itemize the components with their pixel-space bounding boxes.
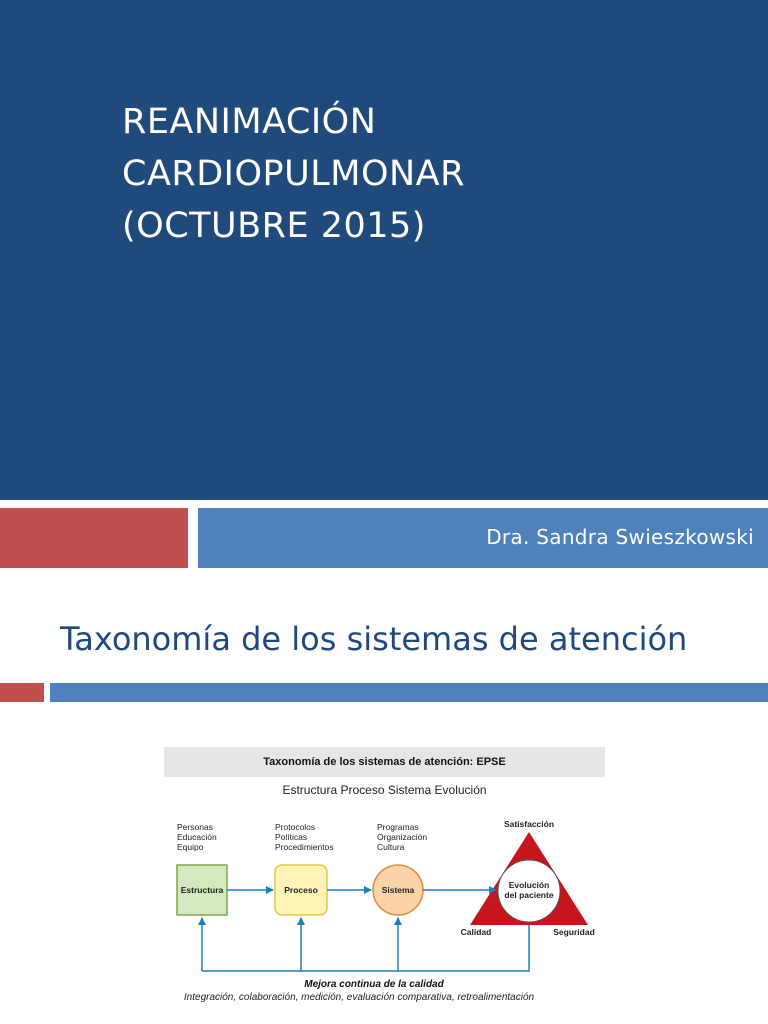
estructura-item: Educación (177, 832, 217, 842)
presentation-title (122, 96, 722, 252)
seguridad-label: Seguridad (553, 927, 595, 937)
satisfaccion-label: Satisfacción (503, 819, 555, 829)
calidad-label: Calidad (460, 927, 492, 937)
proceso-label: Proceso (284, 885, 318, 895)
feedback-title: Mejora continua de la calidad (304, 979, 444, 990)
title-line-1: REANIMACIÓN (122, 102, 377, 142)
feedback-detail: Integración, colaboración, medición, evaluación comparativa, retroalimentación (183, 992, 535, 1003)
title-line-2: CARDIOPULMONAR (122, 154, 465, 194)
proceso-item: Políticas (275, 832, 308, 842)
sistema-label: Sistema (381, 885, 415, 895)
red-accent-bar (0, 508, 188, 568)
evolucion-label-1: Evolución (508, 880, 550, 890)
proceso-item: Protocolos (275, 822, 316, 832)
sistema-item: Cultura (377, 842, 405, 852)
estructura-item: Personas (177, 822, 213, 832)
sistema-item: Programas (377, 822, 419, 832)
author-name: Dra. Sandra Swieszkowski (486, 525, 754, 549)
epse-diagram (0, 568, 768, 1024)
estructura-item: Equipo (177, 842, 204, 852)
figure-header: Taxonomía de los sistemas de atención: EPSE (164, 747, 605, 777)
figure-subtitle: Estructura Proceso Sistema Evolución (282, 783, 487, 797)
estructura-label: Estructura (180, 885, 224, 895)
sistema-item: Organización (377, 832, 428, 842)
proceso-item: Procedimientos (275, 842, 334, 852)
slide-title: Taxonomía de los sistemas de atención (60, 620, 688, 658)
title-line-3: (OCTUBRE 2015) (122, 206, 426, 246)
taxonomy-slide (0, 568, 768, 1024)
evolucion-label-2: del paciente (504, 890, 554, 900)
